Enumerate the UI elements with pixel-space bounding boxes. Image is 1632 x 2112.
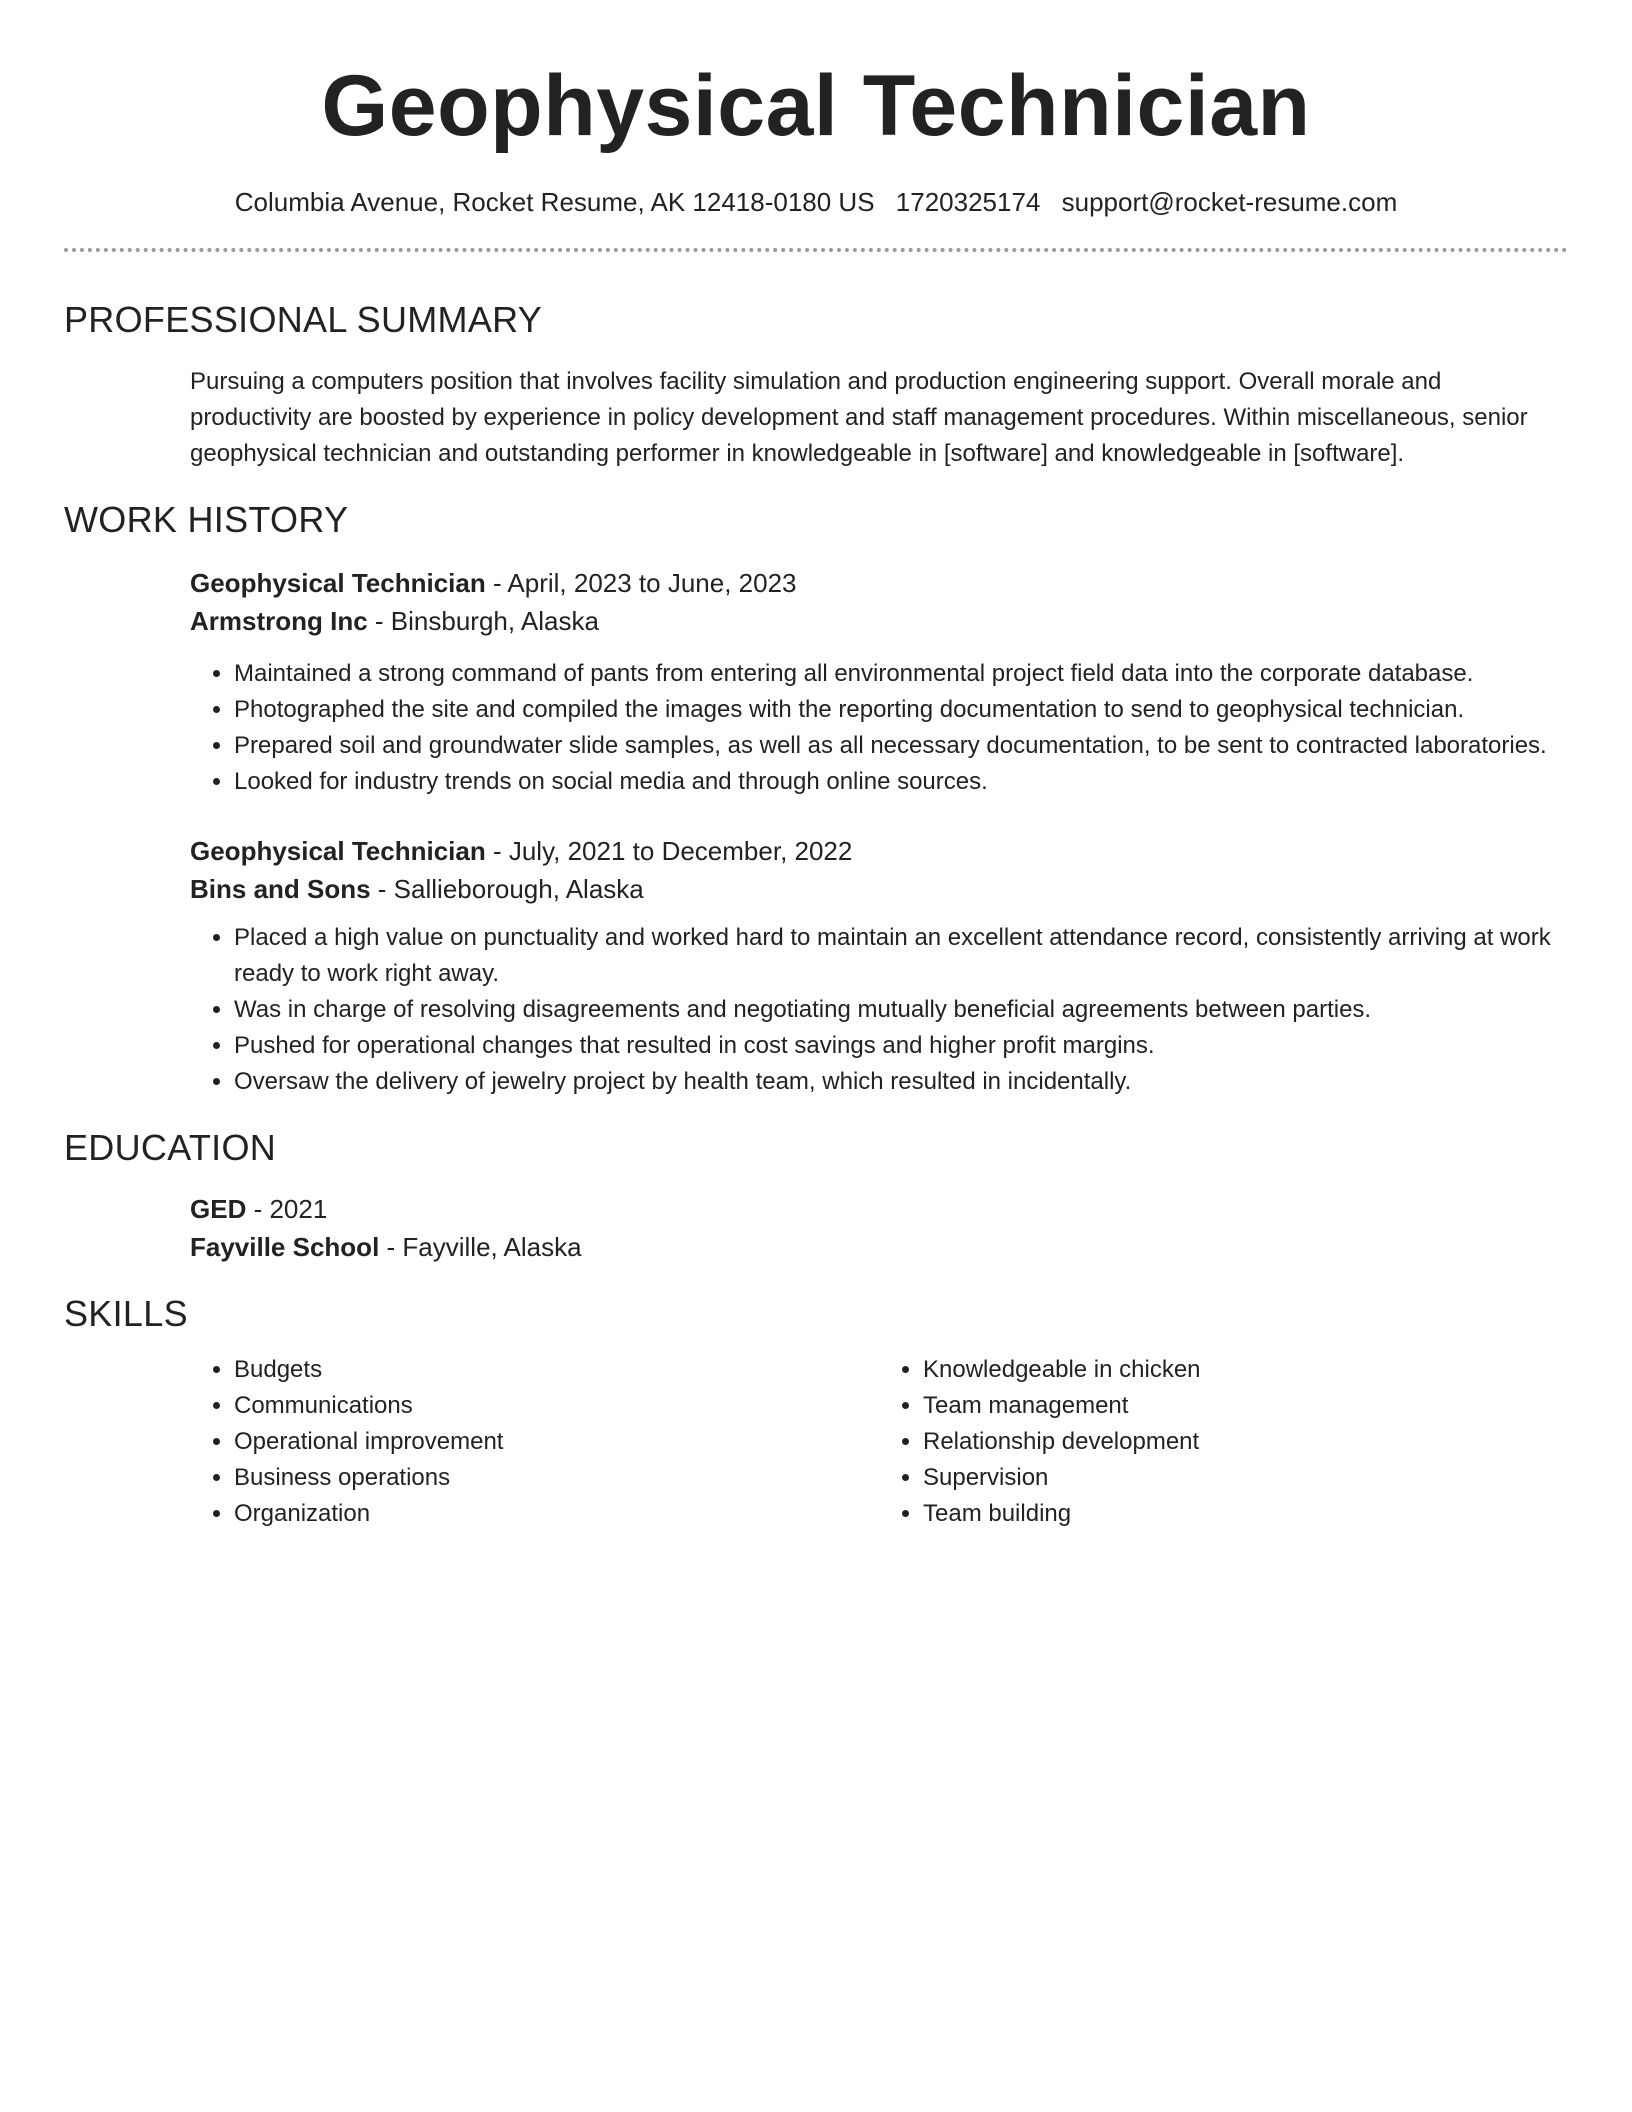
education-school-line (190, 1228, 1568, 1266)
summary-body (190, 364, 1568, 472)
header-divider (64, 248, 1568, 252)
skill-item: • Team management (923, 1388, 1568, 1424)
job-dates: - July, 2021 to December, 2022 (485, 836, 853, 866)
contact-line (64, 186, 1568, 218)
job-bullet: • Was in charge of resolving disagreements and negotiating mutually beneficial agreements between parties. (234, 992, 1568, 1028)
education-title: EDUCATION (64, 1127, 277, 1168)
job-role: Geophysical Technician (190, 568, 486, 598)
candidate-name: Geophysical Technician (321, 58, 1311, 154)
skill-item: • Team building (923, 1496, 1568, 1532)
job-bullet: • Prepared soil and groundwater slide samples, as well as all necessary documentation, to be sent to contracted laboratories. (234, 728, 1568, 764)
job-bullet: • Photographed the site and compiled the images with the reporting documentation to send to geophysical technician. (234, 692, 1568, 728)
summary-title: PROFESSIONAL SUMMARY (64, 299, 543, 340)
contact-phone: 1720325174 (895, 187, 1041, 217)
job-bullet: • Pushed for operational changes that resulted in cost savings and higher profit margins. (234, 1028, 1568, 1064)
job-location: - Sallieborough, Alaska (370, 874, 644, 904)
skill-item: • Communications (234, 1388, 879, 1424)
job-role-line (190, 832, 1568, 870)
job-role-line (190, 564, 1568, 602)
education-section (64, 1126, 1568, 1266)
job-dates: - April, 2023 to June, 2023 (485, 568, 797, 598)
skill-item: • Supervision (923, 1460, 1568, 1496)
education-school: Fayville School (190, 1232, 380, 1262)
job-bullets (190, 920, 1568, 1100)
education-location: - Fayville, Alaska (379, 1232, 582, 1262)
job-bullets (190, 656, 1568, 800)
job-bullet: • Looked for industry trends on social media and through online sources. (234, 764, 1568, 800)
job-bullet: • Maintained a strong command of pants from entering all environmental project field data into the corporate database. (234, 656, 1568, 692)
skills-section (64, 1292, 1568, 1532)
job-entry (190, 564, 1568, 800)
skill-item: • Operational improvement (234, 1424, 879, 1460)
skill-item: • Business operations (234, 1460, 879, 1496)
skills-column-left (190, 1352, 879, 1532)
job-company: Armstrong Inc (190, 606, 368, 636)
contact-address: Columbia Avenue, Rocket Resume, AK 12418-0180 US (234, 187, 875, 217)
education-year: - 2021 (246, 1194, 328, 1224)
job-bullet: • Placed a high value on punctuality and worked hard to maintain an excellent attendance record, consistently arriving at work ready to work right away. (234, 920, 1568, 992)
education-degree-line (190, 1190, 1568, 1228)
contact-email: support@rocket-resume.com (1061, 187, 1398, 217)
education-degree: GED (190, 1194, 247, 1224)
job-company: Bins and Sons (190, 874, 371, 904)
skills-title: SKILLS (64, 1293, 188, 1334)
skills-column-right (879, 1352, 1568, 1532)
summary-text: Pursuing a computers position that involves facility simulation and production engineering support. Overall morale and productivity are boosted by experience in policy development and staff management procedures. Within miscellaneous, senior geophysical technician and outstanding performer in knowledgeable in [software] and knowledgeable in [software]. (190, 368, 1528, 467)
skills-grid (190, 1352, 1568, 1532)
job-location: - Binsburgh, Alaska (367, 606, 599, 636)
education-entry (190, 1190, 1568, 1266)
skill-item: • Budgets (234, 1352, 879, 1388)
skill-item: • Organization (234, 1496, 879, 1532)
skill-item: • Relationship development (923, 1424, 1568, 1460)
job-company-line (190, 870, 1568, 908)
job-company-line (190, 602, 1568, 640)
summary-section (64, 298, 1568, 472)
skill-item: • Knowledgeable in chicken (923, 1352, 1568, 1388)
job-role: Geophysical Technician (190, 836, 486, 866)
job-entry (190, 832, 1568, 1100)
job-bullet: • Oversaw the delivery of jewelry project by health team, which resulted in incidentally. (234, 1064, 1568, 1100)
work-title: WORK HISTORY (64, 499, 349, 540)
work-section (64, 498, 1568, 1100)
